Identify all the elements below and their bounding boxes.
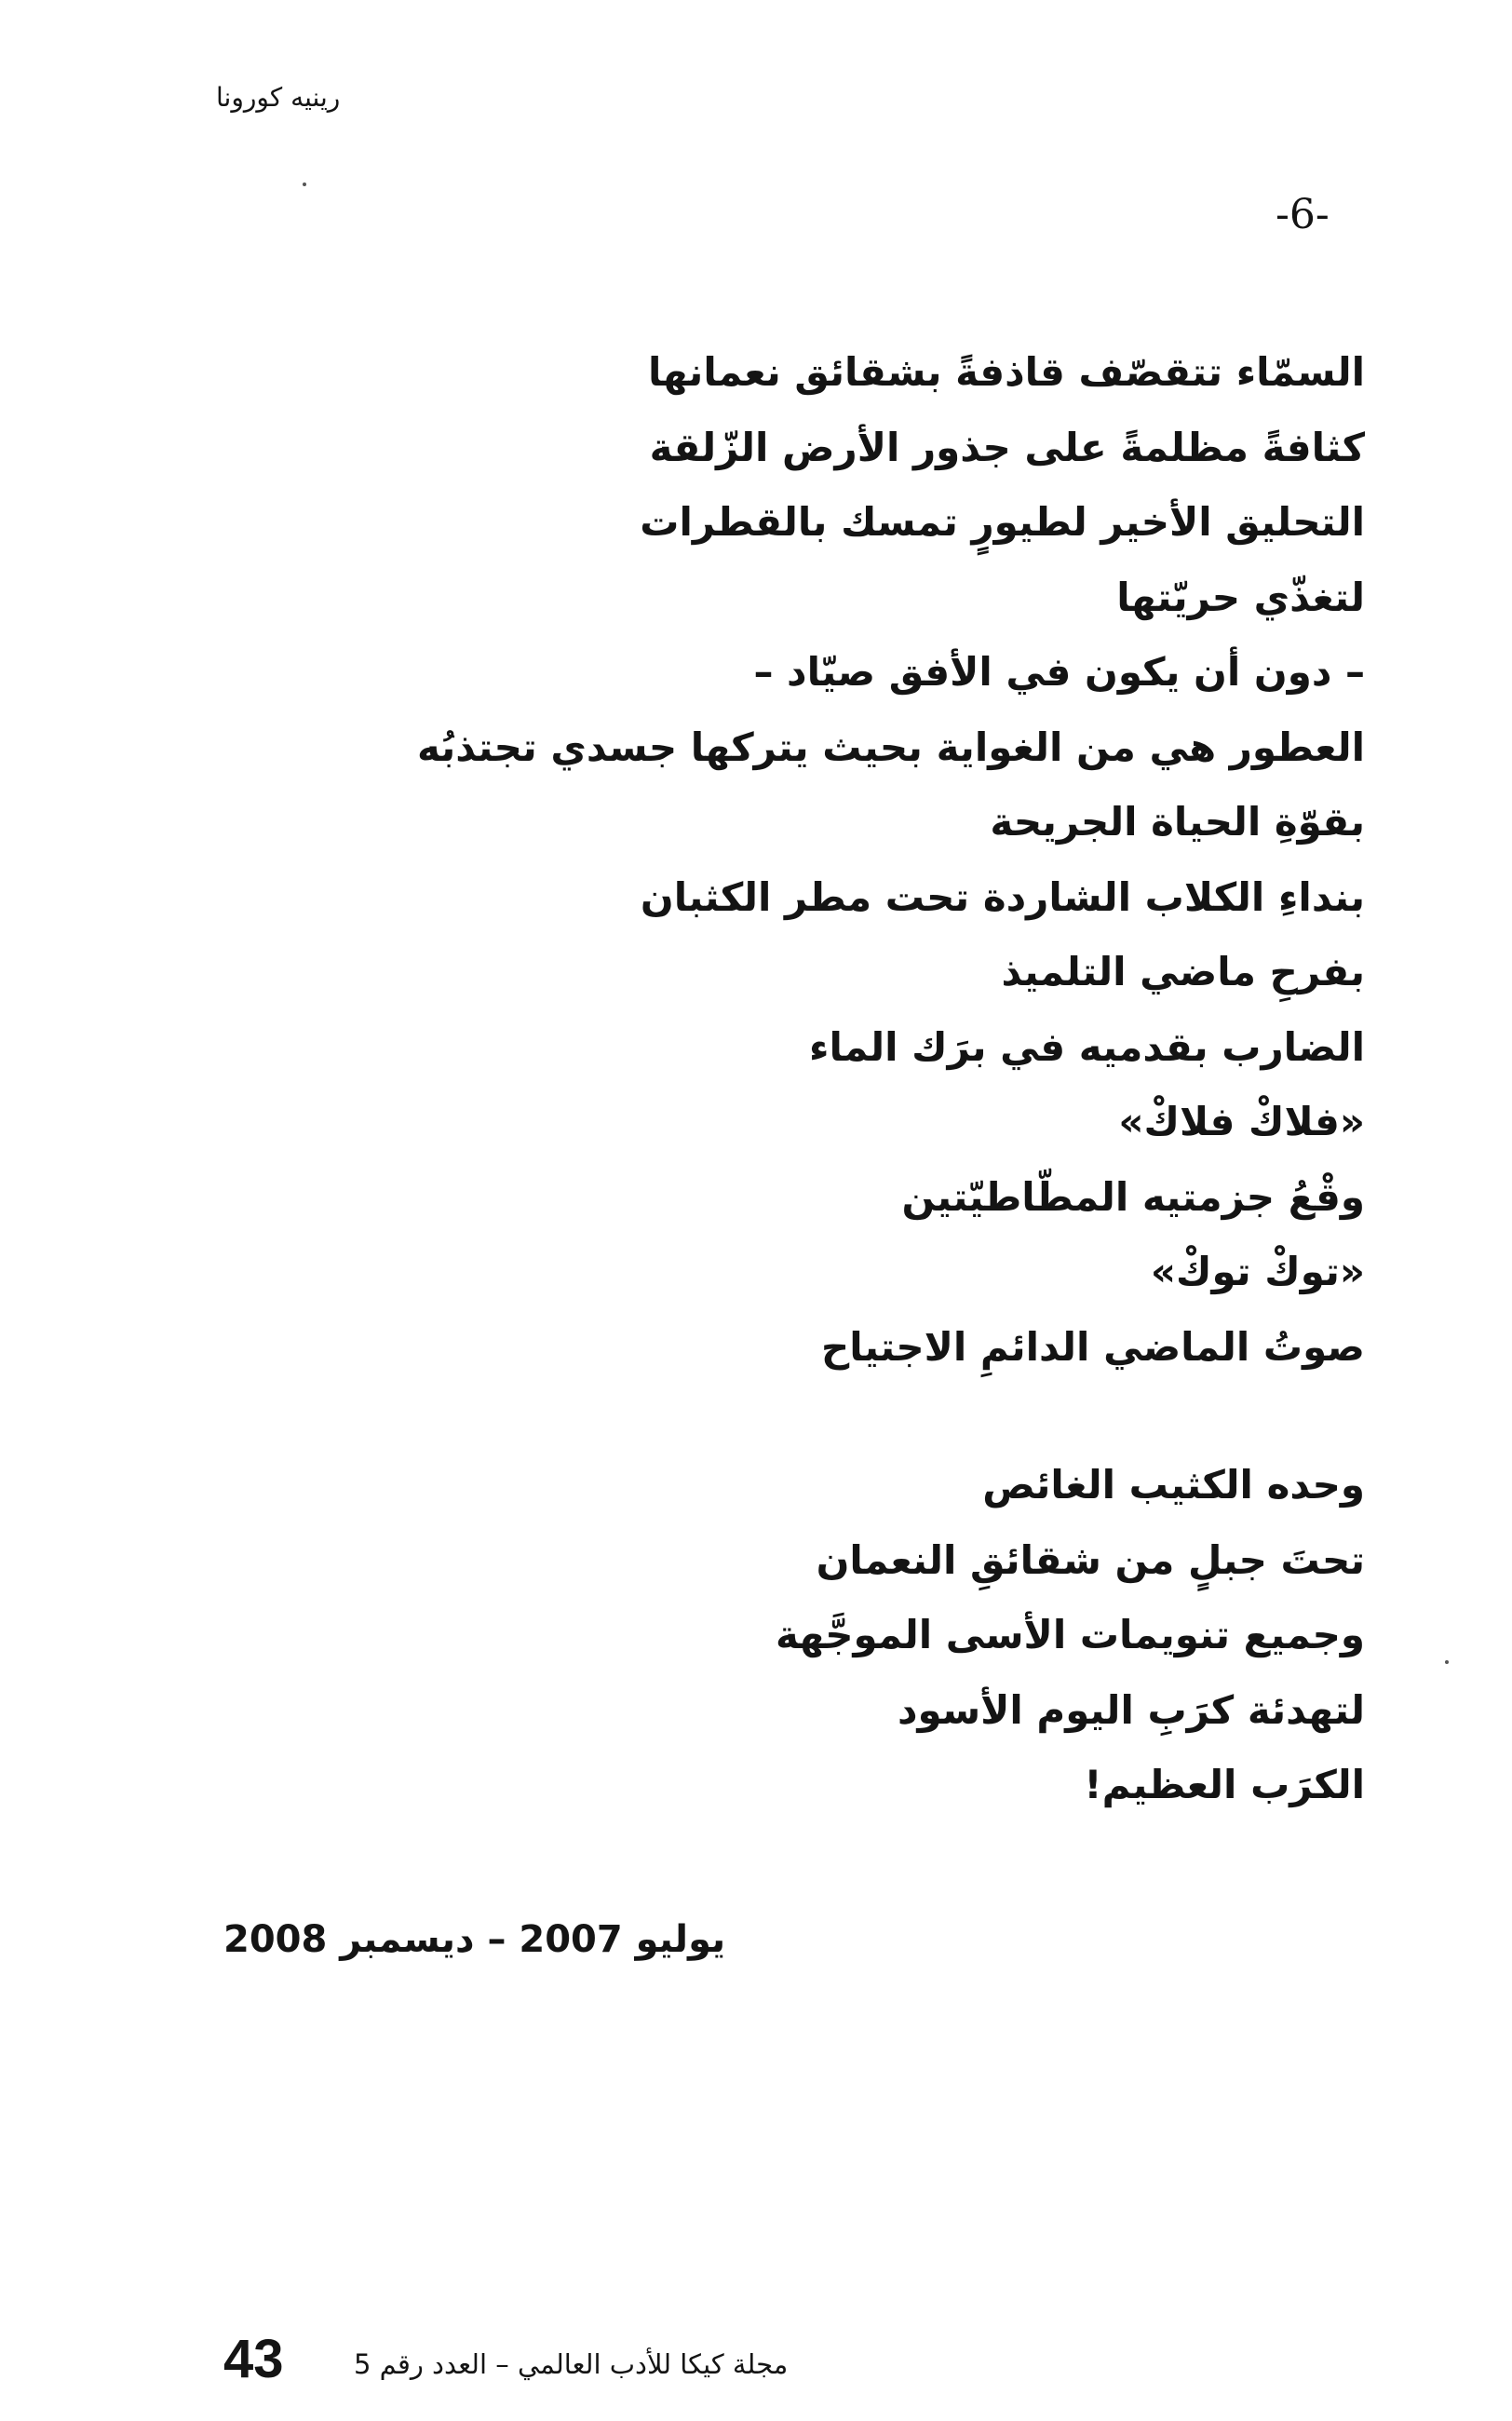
- section-number: -6-: [1276, 191, 1330, 238]
- poem-line: بنداءِ الكلاب الشاردة تحت مطر الكثبان: [640, 873, 1365, 920]
- poem-line: الكرَب العظيم!: [1084, 1762, 1365, 1807]
- poem-line: بفرحِ ماضي التلميذ: [1001, 949, 1365, 994]
- page-number: 43: [223, 2329, 284, 2389]
- scan-speck: [1445, 1660, 1449, 1664]
- poem-line: صوتُ الماضي الدائمِ الاجتياح: [821, 1323, 1365, 1370]
- poem-line: «فلاكْ فلاكْ»: [1118, 1099, 1365, 1144]
- poem-line: بقوّةِ الحياة الجريحة: [990, 799, 1365, 845]
- poem-line: «توكْ توكْ»: [1150, 1249, 1365, 1294]
- poem-line: كثافةً مظلمةً على جذور الأرض الزّلقة: [649, 424, 1365, 470]
- poem: [341, 335, 1365, 1823]
- poem-line: – دون أن يكون في الأفق صيّاد –: [753, 649, 1365, 695]
- poem-line: التحليق الأخير لطيورٍ تمسك بالقطرات: [640, 499, 1365, 545]
- poem-line: العطور هي من الغواية بحيث يتركها جسدي تجتذبُه: [417, 724, 1365, 770]
- poem-line: السمّاء تتقصّف قاذفةً بشقائق نعمانها: [648, 349, 1365, 395]
- scan-speck: [303, 183, 306, 186]
- stanza-1: [341, 335, 1365, 1385]
- poem-line: وجميع تنويمات الأسى الموجَّهة: [776, 1612, 1365, 1657]
- poem-line: لتهدئة كرَبِ اليوم الأسود: [897, 1686, 1365, 1733]
- stanza-gap: [341, 1385, 1365, 1448]
- poem-line: وحده الكثيب الغائص: [982, 1462, 1365, 1508]
- poem-line: لتغذّي حريّتها: [1116, 574, 1365, 620]
- poem-line: الضارب بقدميه في برَك الماء: [808, 1023, 1365, 1070]
- stanza-2: [341, 1448, 1365, 1823]
- poem-line: وقْعُ جزمتيه المطّاطيّتين: [901, 1173, 1365, 1220]
- running-head-author: رينيه كورونا: [216, 82, 341, 113]
- poem-line: تحتَ جبلٍ من شقائقِ النعمان: [816, 1536, 1365, 1583]
- footer-journal-title: مجلة كيكا للأدب العالمي – العدد رقم 5: [354, 2348, 789, 2380]
- date-line: يوليو 2007 – ديسمبر 2008: [223, 1918, 726, 1961]
